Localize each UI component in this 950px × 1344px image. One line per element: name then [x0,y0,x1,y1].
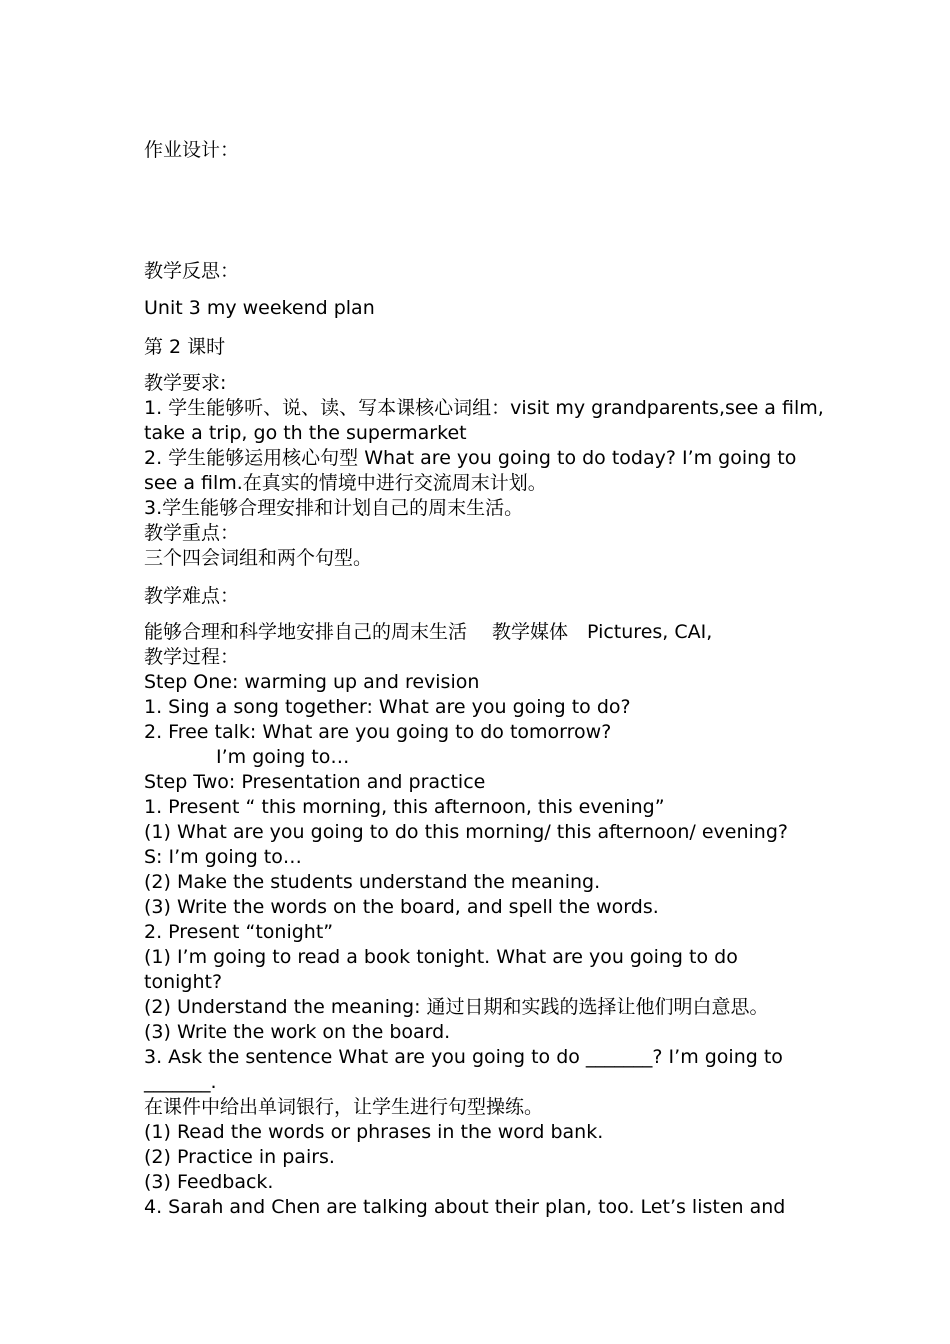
process-heading: 教学过程： [144,646,240,668]
requirement-line: 1. 学生能够听、说、读、写本课核心词组：visit my grandparents,see a film, [144,397,824,419]
requirement-line: see a film.在真实的情境中进行交流周末计划。 [144,472,547,494]
process-line: 1. Sing a song together: What are you going to do? [144,696,631,718]
key-points-heading: 教学重点： [144,522,240,544]
process-line: 4. Sarah and Chen are talking about their plan, too. Let’s listen and [144,1196,786,1218]
requirements-heading: 教学要求: [144,372,227,394]
process-line: (3) Feedback. [144,1171,274,1193]
reflection-heading: 教学反思： [144,260,240,282]
lesson-number: 第 2 课时 [144,336,226,358]
process-line: (2) Practice in pairs. [144,1146,335,1168]
requirement-line: 2. 学生能够运用核心句型 What are you going to do today? I’m going to [144,447,797,469]
process-line: (2) Understand the meaning: 通过日期和实践的选择让他们明白意思。 [144,996,769,1018]
process-line: (3) Write the words on the board, and spell the words. [144,896,659,918]
process-line: 3. Ask the sentence What are you going to do _______? I’m going to [144,1046,783,1068]
process-line: I’m going to… [216,746,350,768]
process-line: (1) What are you going to do this morning/ this afternoon/ evening? [144,821,788,843]
process-line: S: I’m going to… [144,846,302,868]
process-line: (3) Write the work on the board. [144,1021,451,1043]
process-line: 2. Free talk: What are you going to do tomorrow? [144,721,612,743]
process-line: Step One: warming up and revision [144,671,480,693]
requirement-line: take a trip, go th the supermarket [144,422,467,444]
process-line: 2. Present “tonight” [144,921,334,943]
process-line: (2) Make the students understand the meaning. [144,871,601,893]
process-line: (1) Read the words or phrases in the word bank. [144,1121,604,1143]
difficulties-heading: 教学难点： [144,585,240,607]
process-line: 1. Present “ this morning, this afternoon, this evening” [144,796,665,818]
process-line: Step Two: Presentation and practice [144,771,486,793]
unit-title: Unit 3 my weekend plan [144,297,375,319]
process-line: tonight? [144,971,223,993]
requirement-line: 3.学生能够合理安排和计划自己的周末生活。 [144,497,524,519]
process-line: (1) I’m going to read a book tonight. What are you going to do [144,946,738,968]
process-line: _______. [144,1071,217,1093]
process-line: 在课件中给出单词银行，让学生进行句型操练。 [144,1096,544,1118]
key-points-text: 三个四会词组和两个句型。 [144,547,373,569]
difficulties-text: 能够合理和科学地安排自己的周末生活 教学媒体 Pictures, CAI, [144,621,713,643]
homework-heading: 作业设计： [144,139,240,161]
